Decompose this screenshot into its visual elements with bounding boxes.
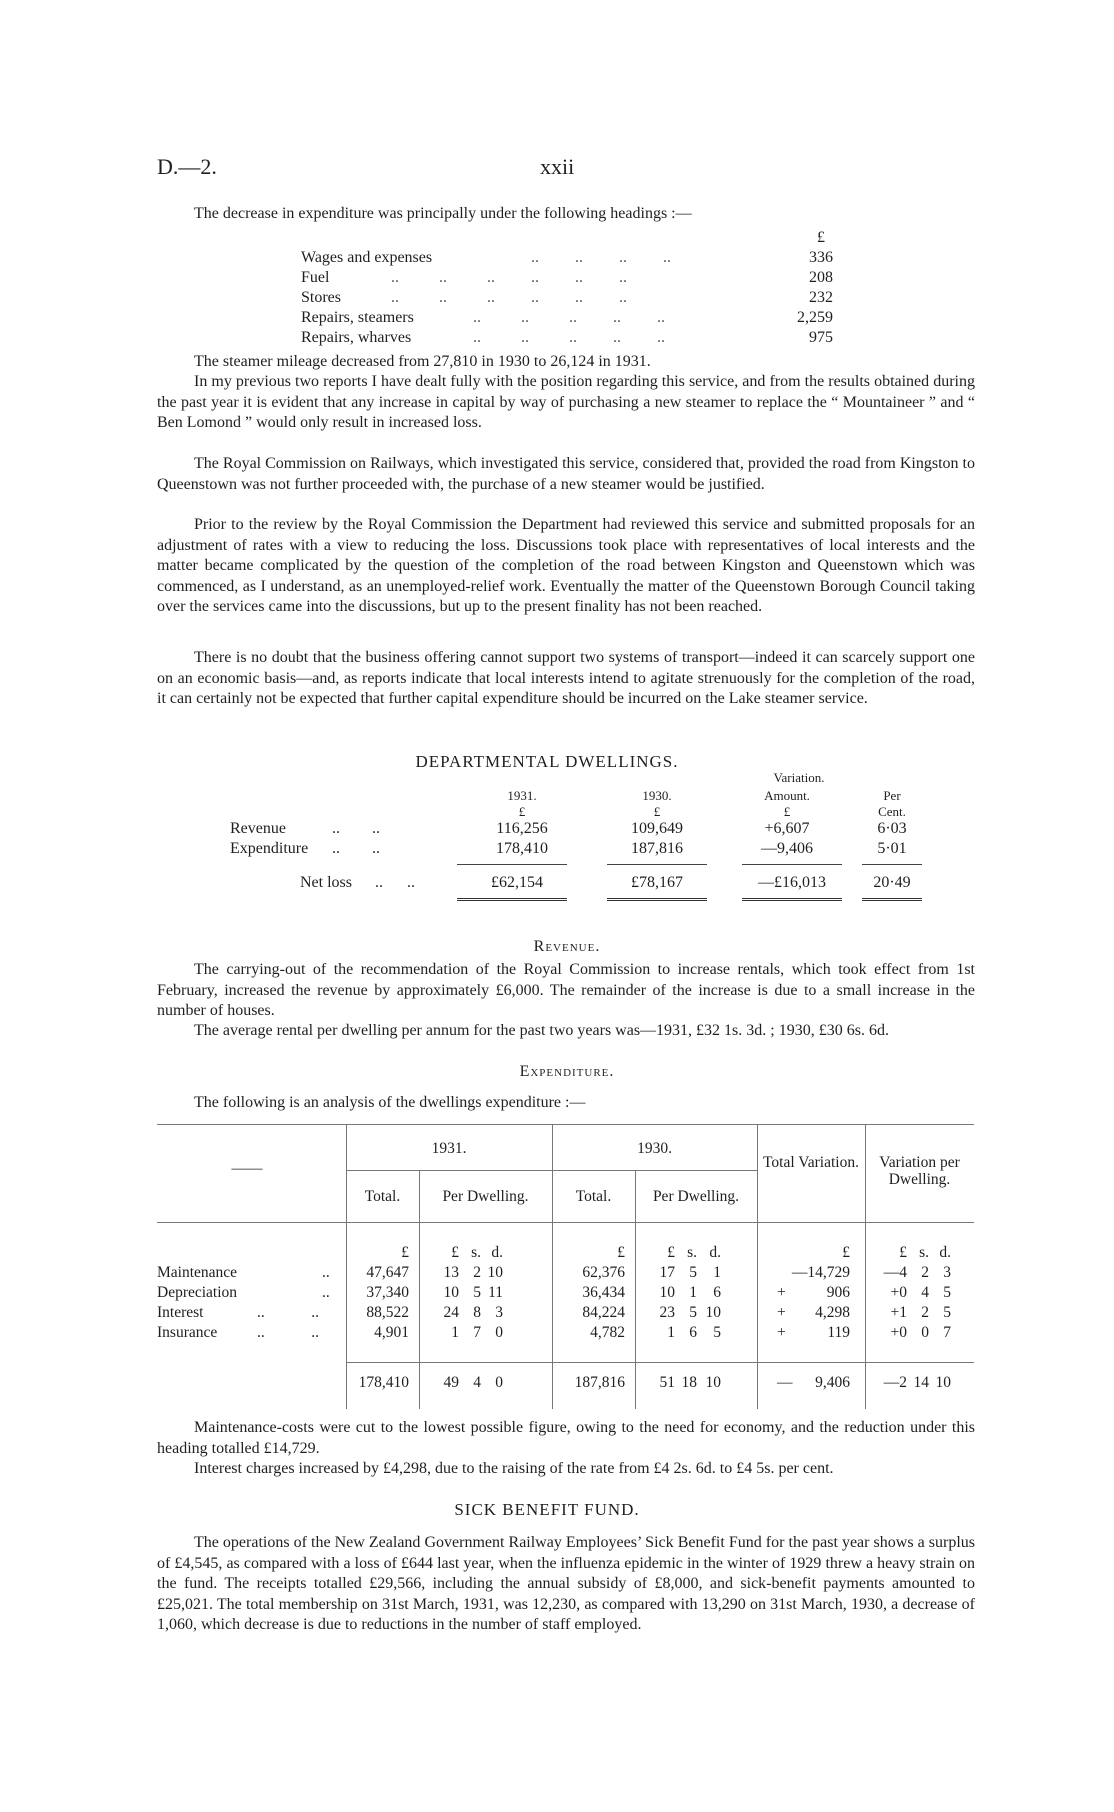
pounds-1931: 13 — [443, 1264, 459, 1281]
column-header: 1930. — [642, 788, 672, 803]
column-header-total-variation: Total Variation. — [763, 1154, 859, 1171]
variation-shillings: 4 — [921, 1284, 929, 1301]
paragraph: The Royal Commission on Railways, which investigated this service, considered that, provided the road from Kingston to Queenstown was not further proceeded with, the purchase of a new steamer would be justified. — [157, 455, 975, 493]
section-heading-revenue: Revenue. — [533, 938, 601, 955]
variation-shillings: 2 — [921, 1264, 929, 1281]
pounds-1931: 1 — [451, 1324, 459, 1341]
pence-1931: 0 — [495, 1324, 503, 1341]
double-rule — [742, 898, 842, 901]
shillings-1931: 7 — [473, 1324, 481, 1341]
double-rule — [457, 898, 567, 901]
pounds-1930: 17 — [659, 1264, 675, 1281]
value-percent: 5·01 — [877, 840, 907, 857]
unit-pound: £ — [842, 1244, 850, 1261]
row-label: Depreciation — [157, 1284, 238, 1301]
unit-pound: £ — [617, 1244, 625, 1261]
leader-dots: .. — [322, 1264, 330, 1281]
variation-pence: 5 — [943, 1304, 951, 1321]
currency-symbol: £ — [817, 229, 825, 246]
header-bottom-rule — [157, 1222, 974, 1223]
item-label: Repairs, wharves — [301, 329, 412, 346]
pounds-1930: 23 — [659, 1304, 675, 1321]
unit-shillings: s. — [919, 1244, 929, 1261]
double-rule — [862, 898, 922, 901]
variation-shillings: 14 — [913, 1374, 929, 1391]
total-1931: 88,522 — [366, 1304, 409, 1321]
list-item — [301, 328, 833, 348]
variation-sign: — — [777, 1374, 793, 1391]
unit-pence: d. — [491, 1244, 503, 1261]
leader-dots: .. .. .. .. .. — [473, 329, 665, 346]
paragraph: In my previous two reports I have dealt fully with the position regarding this service, and from the results obtained during the past year it is evident that any increase in capital by way of purchasing a new steamer to replace the “ Mountaineer ” and “ Ben Lomond ” would only result in increased loss. — [157, 373, 975, 431]
pounds-1930: 1 — [667, 1324, 675, 1341]
variation-sign: + — [777, 1284, 786, 1301]
unit-pound: £ — [899, 1244, 907, 1261]
value-1930: £78,167 — [631, 874, 683, 891]
pence-1930: 5 — [713, 1324, 721, 1341]
shillings-1930: 5 — [689, 1264, 697, 1281]
item-value: 975 — [809, 329, 833, 346]
list-item — [301, 268, 833, 288]
section-heading-expenditure: Expenditure. — [519, 1063, 615, 1080]
row-label: Net loss — [300, 874, 352, 891]
row-label: Revenue — [230, 820, 286, 837]
pence-1930: 1 — [713, 1264, 721, 1281]
column-header: Per — [883, 788, 901, 803]
leader-dots: .. .. .. .. .. — [473, 309, 665, 326]
variation-pence: 7 — [943, 1324, 951, 1341]
leader-dots: .. .. .. .. .. .. — [391, 269, 627, 286]
total-1930: 36,434 — [582, 1284, 625, 1301]
column-header-1931: 1931. — [431, 1140, 467, 1157]
total-variation: 119 — [827, 1324, 850, 1341]
variation-sign: + — [777, 1304, 786, 1321]
variation-sign: + — [777, 1324, 786, 1341]
pence-1930: 10 — [705, 1374, 721, 1391]
pence-1931: 11 — [488, 1284, 503, 1301]
shillings-1930: 6 — [689, 1324, 697, 1341]
pounds-1930: 10 — [659, 1284, 675, 1301]
item-value: 208 — [809, 269, 833, 286]
row-label: Expenditure — [230, 840, 309, 857]
leader-dots: .. .. — [332, 840, 380, 857]
value-1930: 109,649 — [631, 820, 683, 837]
pounds-1931: 10 — [443, 1284, 459, 1301]
list-item — [301, 308, 833, 328]
paragraph: The steamer mileage decreased from 27,810 in 1930 to 26,124 in 1931. — [194, 353, 651, 370]
total-1931: 47,647 — [366, 1264, 409, 1281]
pence-1930: 10 — [705, 1304, 721, 1321]
total-1931: 178,410 — [358, 1374, 409, 1391]
header-rule — [346, 1170, 757, 1171]
pence-1930: 6 — [713, 1284, 721, 1301]
value-1930: 187,816 — [631, 840, 683, 857]
section-title-sick-benefit-fund: SICK BENEFIT FUND. — [454, 1500, 640, 1519]
unit-pound: £ — [401, 1244, 409, 1261]
variation-pounds: +1 — [890, 1304, 907, 1321]
decrease-headings-list — [301, 228, 833, 348]
variation-pence: 5 — [943, 1284, 951, 1301]
column-header: Variation. — [773, 770, 825, 785]
divider — [862, 864, 922, 865]
total-variation: —14,729 — [791, 1264, 850, 1281]
variation-pence: 3 — [943, 1264, 951, 1281]
variation-pounds: —2 — [883, 1374, 907, 1391]
pounds-1931: 24 — [443, 1304, 459, 1321]
paragraph: The operations of the New Zealand Government Railway Employees’ Sick Benefit Fund for the past year shows a surplus of £4,545, as compared with a loss of £644 last year, when the influenza epidemic in the winter of 1929 threw a heavy strain on the fund. The receipts totalled £29,566, including the annual subsidy of £8,000, and sick-benefit payments amounted to £25,021. The total membership on 31st March, 1931, was 12,230, as compared with 13,290 on 31st March, 1930, a decrease of 1,060, which decrease is due to reductions in the number of staff employed. — [157, 1534, 975, 1633]
value-percent: 6·03 — [877, 820, 907, 837]
column-header-total: Total. — [364, 1188, 401, 1205]
total-1931: 4,901 — [374, 1324, 409, 1341]
value-1931: 116,256 — [496, 820, 548, 837]
leader-dots: .. .. .. .. .. .. — [391, 289, 627, 306]
variation-pence: 10 — [935, 1374, 951, 1391]
leader-dots: .. .. — [257, 1324, 319, 1341]
totals-rule — [346, 1362, 974, 1363]
unit-pound: £ — [451, 1244, 459, 1261]
variation-pounds: +0 — [890, 1284, 907, 1301]
column-header-per-dwelling: Per Dwelling. — [442, 1188, 529, 1205]
item-value: 2,259 — [797, 309, 833, 326]
item-value: 336 — [809, 249, 833, 266]
variation-pounds: —4 — [883, 1264, 907, 1281]
shillings-1930: 1 — [689, 1284, 697, 1301]
leader-dots: .. .. .. .. — [531, 249, 671, 266]
value-amount: —9,406 — [761, 840, 813, 857]
item-label: Wages and expenses — [301, 249, 433, 266]
pence-1931: 10 — [487, 1264, 503, 1281]
variation-pounds: +0 — [890, 1324, 907, 1341]
list-item — [301, 248, 833, 268]
item-label: Fuel — [301, 269, 330, 286]
column-header: Cent. — [878, 804, 906, 819]
pounds-1930: 51 — [659, 1374, 675, 1391]
column-header-total: Total. — [575, 1188, 612, 1205]
shillings-1931: 8 — [473, 1304, 481, 1321]
row-label: Insurance — [157, 1324, 218, 1341]
value-percent: 20·49 — [873, 874, 911, 891]
shillings-1931: 2 — [473, 1264, 481, 1281]
column-header-per-dwelling: Per Dwelling. — [652, 1188, 740, 1205]
total-variation: 906 — [826, 1284, 850, 1301]
leader-dots: .. .. — [332, 820, 380, 837]
total-1930: 187,816 — [574, 1374, 625, 1391]
leader-dots: .. .. — [257, 1304, 319, 1321]
value-amount: +6,607 — [764, 820, 810, 837]
item-label: Repairs, steamers — [301, 309, 414, 326]
page-number: xxii — [540, 154, 575, 179]
shillings-1931: 5 — [473, 1284, 481, 1301]
paragraph: Prior to the review by the Royal Commission the Department had reviewed this service and submitted proposals for an adjustment of rates with a view to reducing the loss. Discussions took place with representatives of local interests and the matter became complicated by the question of the completion of the road between Kingston and Queenstown which was commenced, as I understand, as an unemployed-relief work. Eventually the matter of the Queenstown Borough Council taking over the services came into the discussions, but up to the present finality has not been reached. — [157, 516, 975, 615]
total-1930: 84,224 — [582, 1304, 625, 1321]
intro-text: The decrease in expenditure was principally under the following headings :— — [194, 205, 692, 222]
table-top-rule — [157, 1124, 974, 1125]
pence-1931: 0 — [495, 1374, 503, 1391]
unit-shillings: s. — [471, 1244, 481, 1261]
row-label: Interest — [157, 1304, 204, 1321]
document-reference: D.—2. — [157, 154, 217, 179]
unit-pence: d. — [709, 1244, 721, 1261]
paragraph: Interest charges increased by £4,298, due to the raising of the rate from £4 2s. 6d. to £4 5s. per cent. — [194, 1460, 834, 1477]
total-1930: 4,782 — [590, 1324, 625, 1341]
unit-shillings: s. — [687, 1244, 697, 1261]
paragraph: Maintenance-costs were cut to the lowest possible figure, owing to the need for economy, and the reduction under this heading totalled £14,729. — [157, 1419, 975, 1457]
leader-dots: .. .. — [375, 874, 415, 891]
double-rule — [607, 898, 707, 901]
total-variation: 4,298 — [815, 1304, 850, 1321]
stub-header: —— — [231, 1160, 263, 1177]
variation-shillings: 2 — [921, 1304, 929, 1321]
shillings-1930: 5 — [689, 1304, 697, 1321]
expenditure-intro: The following is an analysis of the dwellings expenditure :— — [194, 1094, 586, 1111]
paragraph: The average rental per dwelling per annum for the past two years was—1931, £32 1s. 3d. ; 1930, £30 6s. 6d. — [194, 1022, 889, 1039]
shillings-1931: 4 — [473, 1374, 481, 1391]
list-item — [301, 288, 833, 308]
pounds-1931: 49 — [443, 1374, 459, 1391]
total-1931: 37,340 — [366, 1284, 409, 1301]
value-1931: £62,154 — [491, 874, 543, 891]
column-unit: £ — [653, 804, 661, 819]
value-amount: —£16,013 — [758, 874, 826, 891]
item-value: 232 — [809, 289, 833, 306]
item-label: Stores — [301, 289, 341, 306]
row-label: Maintenance — [157, 1264, 238, 1281]
variation-shillings: 0 — [921, 1324, 929, 1341]
pence-1931: 3 — [495, 1304, 503, 1321]
divider — [742, 864, 842, 865]
column-header-1930: 1930. — [637, 1140, 672, 1157]
column-header: Amount. — [764, 788, 810, 803]
column-header-variation-per-dwelling: Variation per Dwelling. — [879, 1154, 960, 1188]
value-1931: 178,410 — [496, 840, 548, 857]
paragraph: The carrying-out of the recommendation of the Royal Commission to increase rentals, which took effect from 1st February, increased the revenue by approximately £6,000. The remainder of the increase is due to a small increase in the number of houses. — [157, 961, 975, 1019]
leader-dots: .. — [322, 1284, 330, 1301]
column-header: 1931. — [507, 788, 537, 803]
expenditure-table — [157, 1124, 974, 1409]
total-variation: 9,406 — [815, 1374, 850, 1391]
divider — [457, 864, 567, 865]
unit-pound: £ — [667, 1244, 675, 1261]
total-1930: 62,376 — [582, 1264, 625, 1281]
column-unit: £ — [518, 804, 526, 819]
unit-pence: d. — [939, 1244, 951, 1261]
paragraph: There is no doubt that the business offering cannot support two systems of transport—indeed it can scarcely support one on an economic basis—and, as reports indicate that local interests intend to agitate strenuously for the completion of the road, it can certainly not be expected that further capital expenditure should be incurred on the Lake steamer service. — [157, 649, 975, 707]
column-unit: £ — [783, 804, 791, 819]
shillings-1930: 18 — [681, 1374, 697, 1391]
divider — [607, 864, 707, 865]
section-title-dwellings: DEPARTMENTAL DWELLINGS. — [415, 752, 679, 771]
